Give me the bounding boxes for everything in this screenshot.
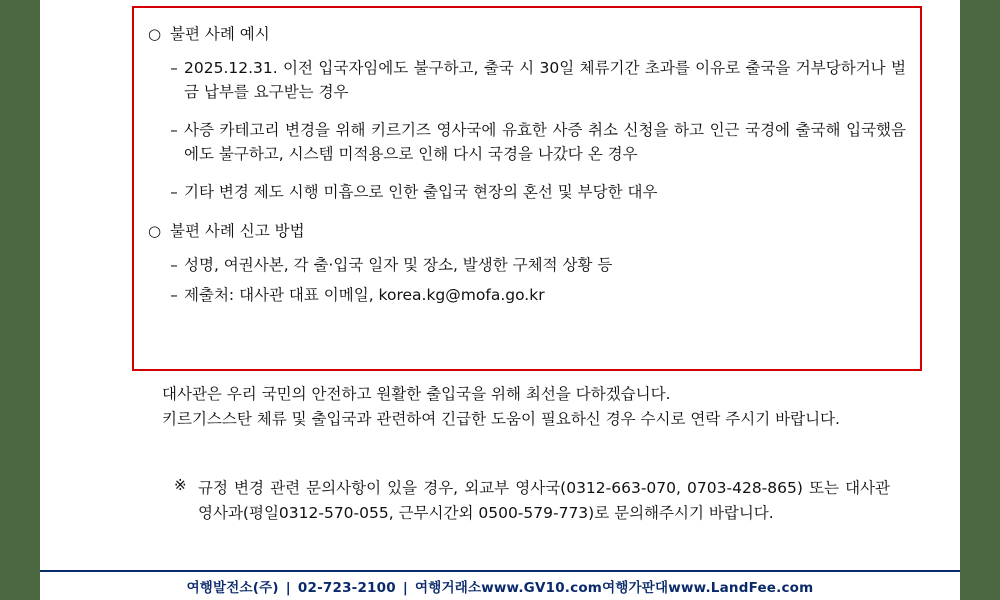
section-heading-2-text: 불편 사례 신고 방법 [170,221,305,240]
list-item-text: 2025.12.31. 이전 입국자임에도 불구하고, 출국 시 30일 체류기간 초과를 이유로 출국을 거부당하거나 벌금 납부를 요구받는 경우 [184,59,906,102]
list-item-text: 사증 카테고리 변경을 위해 키르기즈 영사국에 유효한 사증 취소 신청을 하고 인근 국경에 출국해 입국했음에도 불구하고, 시스템 미적용으로 인해 다시 국경을 나갔다 온 경우 [184,121,906,164]
dash-bullet-icon: – [170,183,178,202]
section-heading-2 [148,219,906,243]
footer-partner-1-url[interactable]: www.GV10.com [481,580,603,596]
section-heading-1 [148,22,906,46]
page-footer [40,570,960,600]
closing-paragraphs [162,382,892,432]
footer-separator-2: | [402,580,408,596]
reference-mark-icon: ※ [174,476,187,494]
list-item [148,253,906,277]
paragraph-1: 대사관은 우리 국민의 안전하고 원활한 출입국을 위해 최선을 다하겠습니다. [162,385,671,403]
note-block [174,476,890,526]
footer-partner-2-url[interactable]: www.LandFee.com [668,580,814,596]
footer-partner-1-label: 여행거래소 [414,580,482,596]
footer-content [187,576,814,596]
list-item-email [148,283,906,307]
list-item [148,180,906,204]
section-heading-1-text: 불편 사례 예시 [170,25,270,43]
list-item-text: 제출처: 대사관 대표 이메일, korea.kg@mofa.go.kr [184,286,545,305]
list-item [148,56,906,104]
document-content [40,0,960,570]
dash-bullet-icon: – [170,121,178,140]
list-item-text: 성명, 여권사본, 각 출·입국 일자 및 장소, 발생한 구체적 상황 등 [184,255,613,274]
note-text: 규정 변경 관련 문의사항이 있을 경우, 외교부 영사국(0312-663-070, 0703-428-865) 또는 대사관 영사과(평일0312-570-055, 근무시간외 0500-579-773)로 문의해주시기 바랍니다. [198,479,890,523]
dash-bullet-icon: – [170,286,178,305]
dash-bullet-icon: – [170,59,178,78]
list-item-text: 기타 변경 제도 시행 미흡으로 인한 출입국 현장의 혼선 및 부당한 대우 [184,183,658,202]
footer-agency-name: 여행발전소(주) [186,580,279,596]
dash-bullet-icon: – [170,255,178,274]
footer-separator-1: | [285,580,291,596]
circle-bullet-icon: ○ [148,25,162,43]
list-item [148,118,906,166]
highlighted-box [132,6,922,371]
footer-phone: 02-723-2100 [297,580,396,596]
circle-bullet-icon: ○ [148,221,162,240]
paragraph-2: 키르기스스탄 체류 및 출입국과 관련하여 긴급한 도움이 필요하신 경우 수시로 연락 주시기 바랍니다. [162,410,840,429]
footer-partner-2-label: 여행가판대 [602,580,669,596]
document-page [40,0,960,600]
